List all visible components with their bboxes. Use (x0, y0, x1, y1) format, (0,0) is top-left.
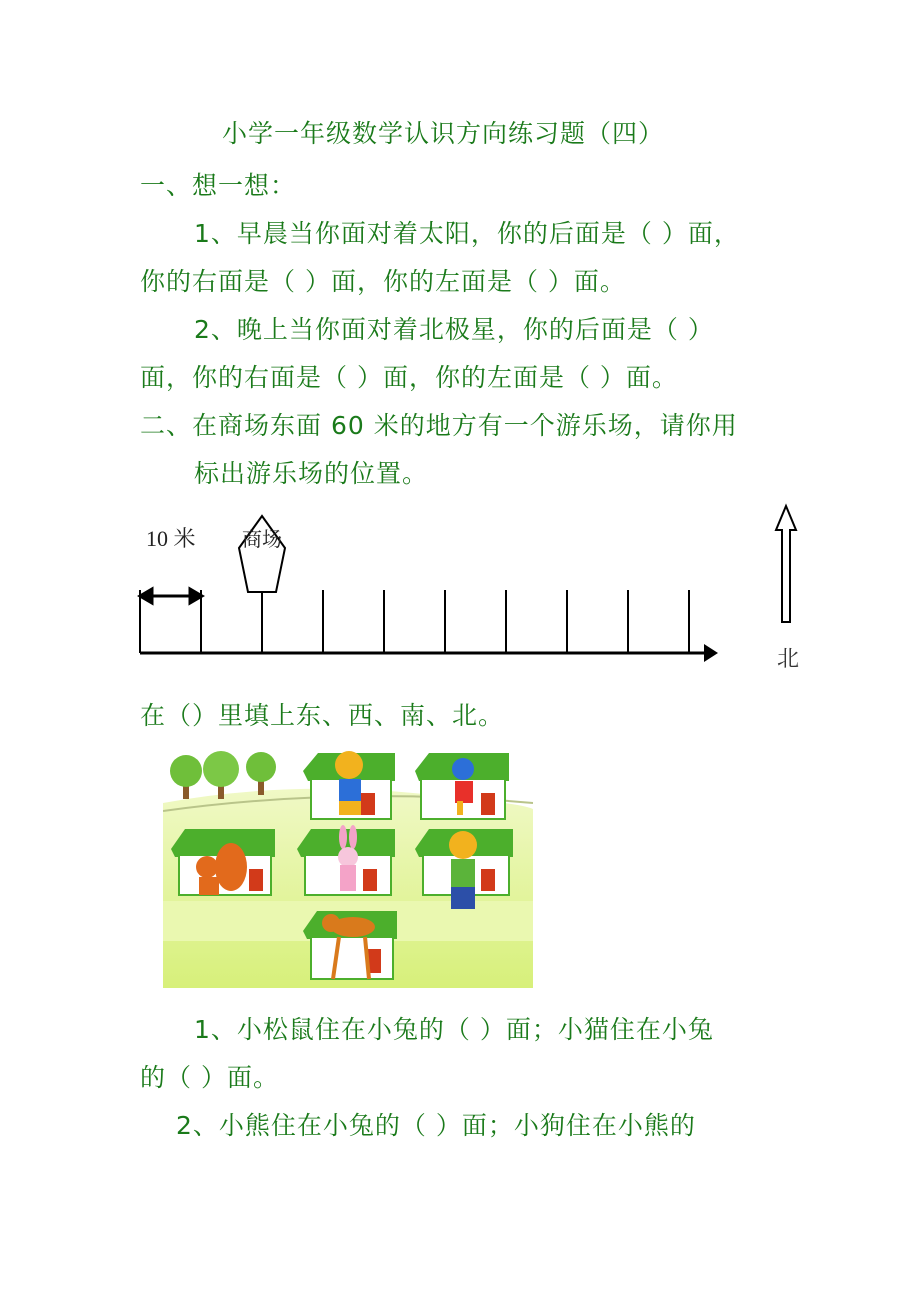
scale-arrow (140, 589, 202, 603)
animal-houses-illustration (163, 741, 533, 988)
map-number-line-diagram (0, 498, 920, 688)
s3-q1-line2: 的（ ）面。 (140, 1063, 279, 1092)
deer-house (303, 911, 397, 979)
east-axis (140, 644, 718, 662)
north-arrow-icon (776, 506, 796, 622)
s1-q1-line2: 你的右面是（ ）面，你的左面是（ ）面。 (140, 267, 626, 296)
section2-heading-line2: 标出游乐场的位置。 (194, 459, 429, 488)
tree-icon (170, 751, 276, 799)
bear-house (303, 751, 395, 819)
squirrel-house (171, 829, 275, 895)
page-title: 小学一年级数学认识方向练习题（四） (222, 119, 665, 148)
section2-heading-line1: 二、在商场东面 60 米的地方有一个游乐场，请你用 (140, 411, 738, 440)
axis-ticks (140, 590, 689, 653)
s1-q1-line1: 1、早晨当你面对着太阳，你的后面是（ ）面， (194, 219, 740, 248)
store-marker (239, 516, 285, 592)
section1-heading: 一、想一想： (140, 171, 297, 200)
rabbit-house (297, 825, 395, 895)
cat-icon (449, 831, 477, 909)
s3-q1-line1: 1、小松鼠住在小兔的（ ）面；小猫住在小兔 (194, 1015, 714, 1044)
dog-house (415, 753, 509, 819)
store-label: 商场 (242, 527, 282, 551)
bear-icon (335, 751, 363, 815)
scale-label: 10 米 (146, 526, 196, 551)
s1-q2-line2: 面，你的右面是（ ）面，你的左面是（ ）面。 (140, 363, 678, 392)
s1-q2-line1: 2、晚上当你面对着北极星，你的后面是（ ） (194, 315, 714, 344)
s3-q2-line1: 2、小熊住在小兔的（ ）面；小狗住在小熊的 (176, 1111, 696, 1140)
north-label: 北 (776, 647, 800, 672)
section3-instruction: 在（）里填上东、西、南、北。 (140, 701, 505, 730)
